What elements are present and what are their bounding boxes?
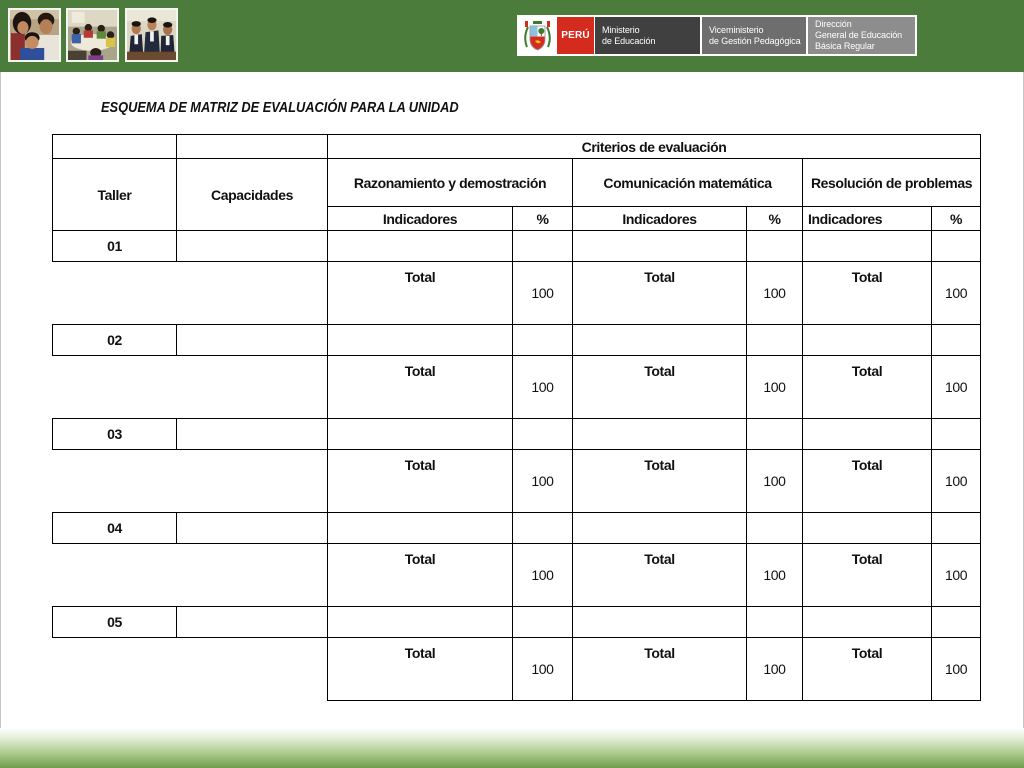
razonamiento-total-label: Total: [328, 638, 513, 701]
total-row-spacer: [53, 544, 328, 607]
razonamiento-total-value: 100: [513, 356, 573, 419]
criteria-group-header: Criterios de evaluación: [328, 135, 981, 159]
razonamiento-total-value: 100: [513, 450, 573, 513]
comunicacion-total-label: Total: [573, 262, 747, 325]
razonamiento-percent-cell: [513, 419, 573, 450]
resolucion-total-value: 100: [932, 638, 981, 701]
resolucion-indicators-cell: [803, 325, 932, 356]
comunicacion-percent-header: %: [747, 207, 803, 231]
direction-line-2: General de Educación: [815, 30, 903, 40]
ministry-logo: [517, 15, 917, 56]
viceministry-box: [702, 17, 806, 54]
header-photo-children: [8, 8, 61, 62]
capacidades-cell: [177, 231, 328, 262]
comunicacion-percent-cell: [747, 419, 803, 450]
header-bar: [0, 0, 1024, 72]
capacidades-cell: [177, 607, 328, 638]
taller-row: [53, 419, 981, 450]
resolucion-total-label: Total: [803, 262, 932, 325]
resolucion-percent-cell: [932, 325, 981, 356]
taller-row: [53, 231, 981, 262]
comunicacion-indicators-cell: [573, 513, 747, 544]
resolucion-total-label: Total: [803, 638, 932, 701]
resolucion-indicators-cell: [803, 419, 932, 450]
razonamiento-total-value: 100: [513, 544, 573, 607]
comunicacion-total-label: Total: [573, 544, 747, 607]
razonamiento-indicators-cell: [328, 231, 513, 262]
capacidades-cell: [177, 325, 328, 356]
total-row: [53, 544, 981, 607]
razonamiento-indicadores-header: Indicadores: [328, 207, 513, 231]
viceministry-line-2: de Gestión Pedagógica: [709, 35, 801, 46]
comunicacion-total-label: Total: [573, 638, 747, 701]
criterion-comunicacion-header: Comunicación matemática: [573, 159, 803, 207]
resolucion-percent-cell: [932, 419, 981, 450]
resolucion-total-label: Total: [803, 544, 932, 607]
razonamiento-percent-cell: [513, 607, 573, 638]
peru-label: PERÚ: [561, 30, 590, 41]
taller-number: 04: [53, 513, 177, 544]
razonamiento-total-value: 100: [513, 638, 573, 701]
page-title: ESQUEMA DE MATRIZ DE EVALUACIÓN PARA LA UNIDAD: [101, 99, 459, 116]
resolucion-percent-cell: [932, 231, 981, 262]
taller-number: 05: [53, 607, 177, 638]
taller-number: 02: [53, 325, 177, 356]
direction-line-3: Básica Regular: [815, 41, 875, 51]
razonamiento-percent-cell: [513, 513, 573, 544]
direction-line-1: Dirección: [815, 19, 852, 29]
razonamiento-percent-header: %: [513, 207, 573, 231]
taller-row: [53, 513, 981, 544]
razonamiento-total-label: Total: [328, 450, 513, 513]
comunicacion-percent-cell: [747, 607, 803, 638]
comunicacion-indicadores-header: Indicadores: [573, 207, 747, 231]
razonamiento-indicators-cell: [328, 325, 513, 356]
criterion-razonamiento-header: Razonamiento y demostración: [328, 159, 573, 207]
comunicacion-total-value: 100: [747, 356, 803, 419]
razonamiento-total-value: 100: [513, 262, 573, 325]
comunicacion-percent-cell: [747, 231, 803, 262]
total-row-spacer: [53, 638, 328, 701]
coat-of-arms-icon: [519, 17, 556, 54]
resolucion-total-value: 100: [932, 450, 981, 513]
comunicacion-indicators-cell: [573, 325, 747, 356]
criterion-resolucion-header: Resolución de problemas: [803, 159, 981, 207]
comunicacion-percent-cell: [747, 325, 803, 356]
total-row-spacer: [53, 450, 328, 513]
resolucion-percent-cell: [932, 513, 981, 544]
razonamiento-total-label: Total: [328, 356, 513, 419]
header-photo-classroom: [66, 8, 119, 62]
resolucion-percent-cell: [932, 607, 981, 638]
resolucion-indicators-cell: [803, 607, 932, 638]
resolucion-indicators-cell: [803, 231, 932, 262]
page-title-wrapper: [101, 99, 519, 117]
resolucion-total-value: 100: [932, 544, 981, 607]
taller-header: Taller: [53, 159, 177, 231]
total-row: [53, 450, 981, 513]
header-blank-cell: [53, 135, 177, 159]
comunicacion-indicators-cell: [573, 607, 747, 638]
razonamiento-indicators-cell: [328, 607, 513, 638]
comunicacion-indicators-cell: [573, 419, 747, 450]
razonamiento-total-label: Total: [328, 544, 513, 607]
taller-number: 01: [53, 231, 177, 262]
razonamiento-percent-cell: [513, 325, 573, 356]
header-row-criteria: [53, 135, 981, 159]
header-row-columns: [53, 159, 981, 207]
razonamiento-indicators-cell: [328, 419, 513, 450]
razonamiento-indicators-cell: [328, 513, 513, 544]
total-row: [53, 356, 981, 419]
comunicacion-total-label: Total: [573, 356, 747, 419]
comunicacion-percent-cell: [747, 513, 803, 544]
ministry-line-2: de Educación: [602, 35, 656, 46]
evaluation-matrix-table: [52, 134, 981, 701]
total-row: [53, 262, 981, 325]
ministry-box: [595, 17, 700, 54]
direction-box: [808, 17, 915, 54]
comunicacion-indicators-cell: [573, 231, 747, 262]
ministry-line-1: Ministerio: [602, 24, 640, 35]
viceministry-line-1: Viceministerio: [709, 24, 764, 35]
taller-row: [53, 325, 981, 356]
comunicacion-total-label: Total: [573, 450, 747, 513]
capacidades-header: Capacidades: [177, 159, 328, 231]
capacidades-cell: [177, 419, 328, 450]
capacidades-cell: [177, 513, 328, 544]
resolucion-indicators-cell: [803, 513, 932, 544]
resolucion-total-label: Total: [803, 450, 932, 513]
taller-row: [53, 607, 981, 638]
taller-number: 03: [53, 419, 177, 450]
footer-band: [0, 728, 1024, 768]
comunicacion-total-value: 100: [747, 638, 803, 701]
resolucion-total-value: 100: [932, 262, 981, 325]
header-photo-students: [125, 8, 178, 62]
razonamiento-percent-cell: [513, 231, 573, 262]
comunicacion-total-value: 100: [747, 262, 803, 325]
resolucion-percent-header: %: [932, 207, 981, 231]
header-blank-cell: [177, 135, 328, 159]
peru-label-box: [557, 17, 594, 54]
resolucion-total-label: Total: [803, 356, 932, 419]
razonamiento-total-label: Total: [328, 262, 513, 325]
total-row-spacer: [53, 356, 328, 419]
comunicacion-total-value: 100: [747, 544, 803, 607]
total-row: [53, 638, 981, 701]
resolucion-total-value: 100: [932, 356, 981, 419]
comunicacion-total-value: 100: [747, 450, 803, 513]
resolucion-indicadores-header: Indicadores: [803, 207, 932, 231]
total-row-spacer: [53, 262, 328, 325]
